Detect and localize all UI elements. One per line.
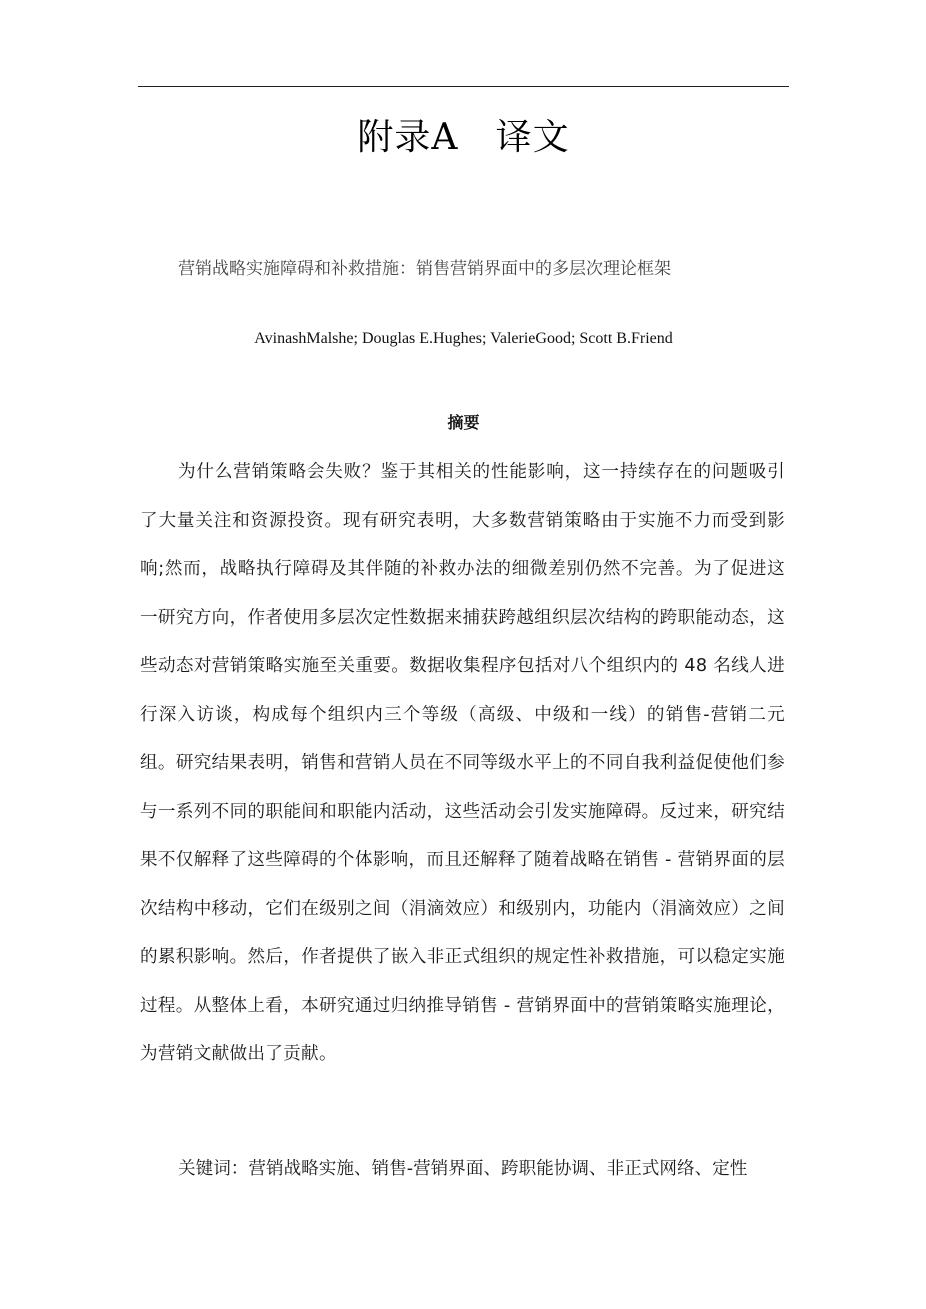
authors-line: AvinashMalshe; Douglas E.Hughes; ValerieGood; Scott B.Friend [254, 330, 673, 347]
abstract-heading: 摘要 [447, 413, 480, 432]
appendix-title: 附录A 译文 [357, 117, 570, 158]
abstract-paragraph: 为什么营销策略会失败？鉴于其相关的性能影响，这一持续存在的问题吸引了大量关注和资源投资。现有研究表明，大多数营销策略由于实施不力而受到影响;然而，战略执行障碍及其伴随的补救办法的细微差别仍然不完善。为了促进这一研究方向，作者使用多层次定性数据来捕获跨越组织层次结构的跨职能动态，这些动态对营销策略实施至关重要。数据收集程序包括对八个组织内的 48 名线人进行深入访谈，构成每个组织内三个等级（高级、中级和一线）的销售-营销二元组。研究结果表明，销售和营销人员在不同等级水平上的不同自我利益促使他们参与一系列不同的职能间和职能内活动，这些活动会引发实施障碍。反过来，研究结果不仅解释了这些障碍的个体影响，而且还解释了随着战略在销售 - 营销界面的层次结构中移动，它们在级别之间（涓滴效应）和级别内，功能内（涓滴效应）之间的累积影响。然后，作者提供了嵌入非正式组织的规定性补救措施，可以稳定实施过程。从整体上看，本研究通过归纳推导销售 - 营销界面中的营销策略实施理论，为营销文献做出了贡献。 [140, 462, 785, 1064]
header-rule [138, 86, 789, 87]
keywords-line: 关键词：营销战略实施、销售-营销界面、跨职能协调、非正式网络、定性 [178, 1159, 748, 1179]
paper-title: 营销战略实施障碍和补救措施：销售营销界面中的多层次理论框架 [178, 259, 671, 279]
